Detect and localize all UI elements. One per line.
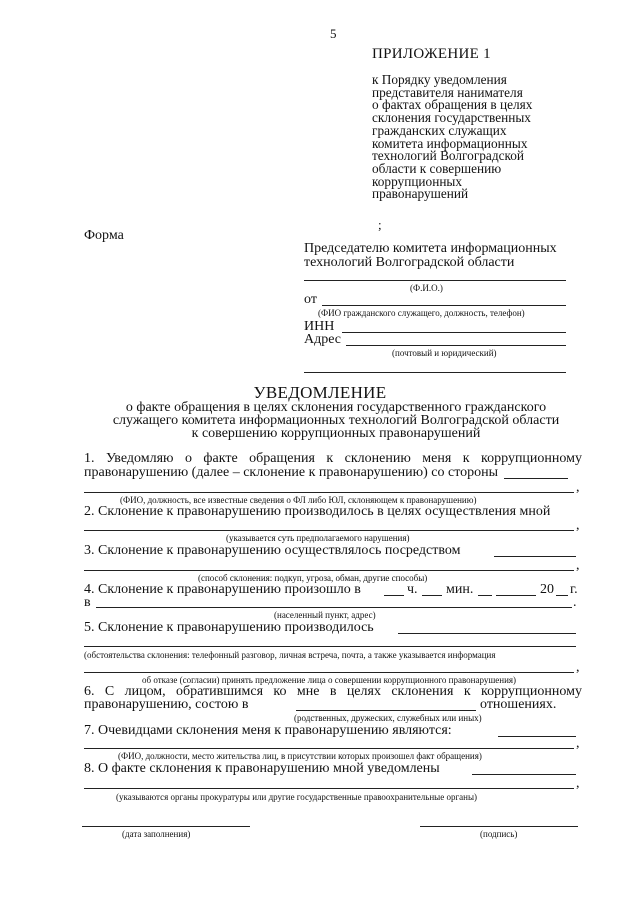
annex-line: коррупционных	[372, 173, 463, 189]
item-2-fill-line[interactable]	[84, 530, 574, 531]
address-fill-line[interactable]	[346, 345, 566, 346]
address-caption: (почтовый и юридический)	[392, 348, 497, 358]
minute-fill[interactable]	[422, 595, 442, 596]
item-8-fill-inline[interactable]	[472, 774, 576, 775]
inn-fill-line[interactable]	[342, 332, 566, 333]
item-8-line-1: 8. О факте склонения к правонарушению мной уведомлены	[84, 761, 440, 776]
hour-fill[interactable]	[384, 595, 404, 596]
page-number: 5	[330, 26, 337, 41]
item-6-caption: (родственных, дружеских, служебных или иных)	[294, 713, 482, 723]
item-3-caption: (способ склонения: подкуп, угроза, обман, другие способы)	[198, 573, 428, 583]
item-8-fill-line[interactable]	[84, 788, 574, 789]
fio-fill-line[interactable]	[304, 280, 566, 281]
item-6-line-2b: отношениях.	[480, 697, 557, 712]
item-1-caption: (ФИО, должность, все известные сведения о ФЛ либо ЮЛ, склоняющем к правонарушению)	[120, 495, 477, 505]
date-fill-line[interactable]	[82, 826, 250, 827]
from-label: от	[304, 292, 317, 307]
item-4-in: в	[84, 595, 91, 610]
item-7-caption: (ФИО, должности, место жительства лиц, в присутствии которых произошел факт обращения)	[118, 751, 482, 761]
address-fill-line-2[interactable]	[304, 372, 566, 373]
annex-line: гражданских служащих	[372, 122, 507, 138]
item-4-line-1: 4. Склонение к правонарушению произошло в	[84, 582, 361, 597]
heading-line-2: служащего комитета информационных технологий Волгоградской области	[112, 413, 560, 428]
annex-line: области к совершению	[372, 160, 502, 176]
item-5-fill-inline[interactable]	[398, 633, 576, 634]
item-2-caption: (указывается суть предполагаемого нарушения)	[226, 533, 410, 543]
item-1-line-2: правонарушению (далее – склонение к правонарушению) со стороны	[84, 465, 499, 480]
annex-line: о фактах обращения в целях	[372, 97, 533, 113]
item-8-comma: ,	[576, 776, 580, 791]
year-suffix: г.	[570, 582, 578, 597]
item-6-fill-inline[interactable]	[296, 710, 476, 711]
item-3-line-1: 3. Склонение к правонарушению осуществлялось посредством	[84, 543, 461, 558]
annex-line: технологий Волгоградской	[372, 148, 525, 164]
annex-line: комитета информационных	[372, 135, 528, 151]
item-4-place-fill[interactable]	[96, 607, 572, 608]
item-3-comma: ,	[576, 558, 580, 573]
annex-line: правонарушений	[372, 186, 469, 202]
heading-line-3: к совершению коррупционных правонарушений	[191, 426, 481, 441]
item-5-line-1: 5. Склонение к правонарушению производилось	[84, 620, 374, 635]
item-3-fill-inline[interactable]	[494, 556, 576, 557]
item-8-caption: (указываются органы прокуратуры или другие государственные правоохранительные органы)	[116, 792, 478, 802]
date-caption: (дата заполнения)	[122, 829, 191, 839]
document-title: УВЕДОМЛЕНИЕ	[253, 383, 387, 402]
from-caption: (ФИО гражданского служащего, должность, телефон)	[318, 308, 525, 318]
item-6-line-1: 6. С лицом, обратившимся ко мне в целях склонения к коррупционному	[84, 684, 582, 699]
item-5-caption-1: (обстоятельства склонения: телефонный разговор, личная встреча, почта, а также указывается информация	[84, 650, 496, 660]
month-fill[interactable]	[496, 595, 536, 596]
item-1-line-1: 1. Уведомляю о факте обращения к склонению меня к коррупционному	[84, 451, 582, 466]
item-7-comma: ,	[576, 736, 580, 751]
inn-label: ИНН	[304, 319, 335, 334]
hours-label: ч.	[407, 582, 418, 597]
addressee-line-1: Председателю комитета информационных	[304, 241, 557, 256]
year-prefix: 20	[540, 582, 554, 597]
item-3-fill-line[interactable]	[84, 570, 574, 571]
item-5-fill-line[interactable]	[84, 646, 576, 647]
item-2-comma: ,	[576, 518, 580, 533]
form-label: Форма	[84, 228, 124, 243]
item-5-comma: ,	[576, 660, 580, 675]
item-7-line-1: 7. Очевидцами склонения меня к правонарушению являются:	[84, 723, 452, 738]
annex-description	[372, 74, 532, 201]
annex-line: представителя нанимателя	[372, 84, 523, 100]
addressee-line-2: технологий Волгоградской области	[304, 255, 515, 270]
item-2-line-1: 2. Склонение к правонарушению производилось в целях осуществления мной	[84, 504, 551, 519]
stray-mark: ;	[378, 217, 382, 232]
item-5-caption-2: об отказе (согласии) принять предложение лица о совершении коррупционного правонарушения)	[142, 675, 517, 685]
minutes-label: мин.	[446, 582, 474, 597]
item-1-fill-line[interactable]	[84, 492, 574, 493]
year-fill[interactable]	[556, 595, 568, 596]
item-1-comma: ,	[576, 480, 580, 495]
item-4-period: .	[573, 595, 577, 610]
heading-line-1: о факте обращения в целях склонения государственного гражданского	[125, 400, 547, 415]
item-7-fill-line[interactable]	[84, 748, 574, 749]
item-6-line-2a: правонарушению, состою в	[84, 697, 249, 712]
item-5-fill-line-2[interactable]	[84, 672, 574, 673]
item-4-caption: (населенный пункт, адрес)	[274, 610, 376, 620]
item-7-fill-inline[interactable]	[498, 736, 576, 737]
annex-line: склонения государственных	[372, 110, 531, 126]
annex-line: к Порядку уведомления	[372, 72, 507, 87]
day-fill[interactable]	[478, 595, 492, 596]
address-label: Адрес	[304, 332, 342, 347]
signature-caption: (подпись)	[480, 829, 518, 839]
fio-caption: (Ф.И.О.)	[410, 283, 443, 293]
annex-title: ПРИЛОЖЕНИЕ 1	[372, 46, 491, 62]
item-1-fill-inline[interactable]	[504, 478, 568, 479]
signature-fill-line[interactable]	[420, 826, 578, 827]
from-fill-line[interactable]	[322, 305, 566, 306]
